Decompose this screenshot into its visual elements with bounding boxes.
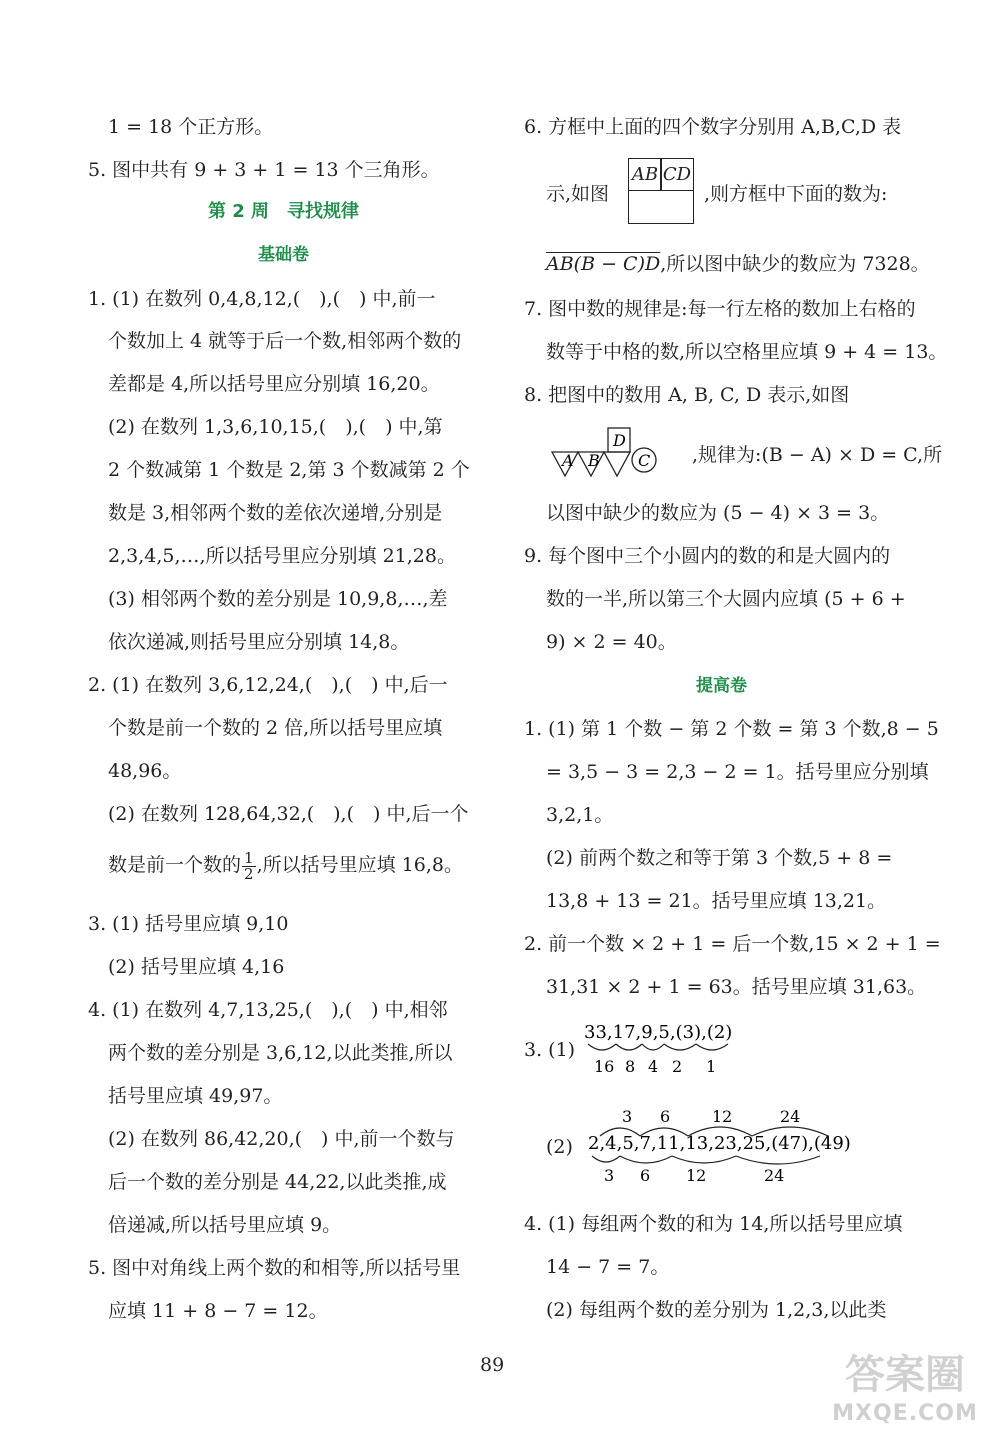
text-span: ,所以括号里应填 16,8。 xyxy=(256,854,463,876)
difference-label: 1 xyxy=(706,1057,717,1076)
fraction xyxy=(242,848,256,883)
text-line: 7. 图中数的规律是:每一行左格的数加上右格的 xyxy=(524,298,916,320)
text-line: 依次递减,则括号里应分别填 14,8。 xyxy=(108,631,410,653)
text-line: 1. (1) 在数列 0,4,8,12,( ),( ) 中,前一 xyxy=(88,288,436,310)
text-line: 5. 图中共有 9 + 3 + 1 = 13 个三角形。 xyxy=(88,159,440,181)
subsection-title: 提高卷 xyxy=(696,676,747,696)
difference-label: 3 xyxy=(622,1107,633,1126)
text-line: 3. (1) 括号里应填 9,10 xyxy=(88,913,289,935)
text-line: 差都是 4,所以括号里应分别填 16,20。 xyxy=(108,373,440,395)
text-line: 2 个数减第 1 个数是 2,第 3 个数减第 2 个 xyxy=(108,459,470,481)
sequence-text: 33,17,9,5,(3),(2) xyxy=(584,1022,733,1043)
text-span: 数是前一个数的 xyxy=(108,854,242,876)
figure-label-d: D xyxy=(613,431,626,450)
text-line: 数是 3,相邻两个数的差依次递增,分别是 xyxy=(108,502,443,524)
text-line: 4. (1) 在数列 4,7,13,25,( ),( ) 中,相邻 xyxy=(88,999,448,1021)
difference-label: 6 xyxy=(640,1166,651,1184)
text-line: 14 − 7 = 7。 xyxy=(546,1256,670,1278)
text-line: 应填 11 + 8 − 7 = 12。 xyxy=(108,1300,328,1322)
text-line: 3,2,1。 xyxy=(546,804,614,826)
difference-label: 12 xyxy=(712,1107,733,1126)
box-label-cd: CD xyxy=(662,164,692,185)
text-line: 9) × 2 = 40。 xyxy=(546,631,677,653)
text-line: (2) 前两个数之和等于第 3 个数,5 + 8 = xyxy=(546,847,893,869)
text-line: 8. 把图中的数用 A, B, C, D 表示,如图 xyxy=(524,384,850,406)
figure-label-a: A xyxy=(562,451,574,470)
difference-label: 2 xyxy=(672,1057,683,1076)
text-line: 1 = 18 个正方形。 xyxy=(108,116,274,138)
text-line: 48,96。 xyxy=(108,760,182,782)
sequence-diagram-2 xyxy=(584,1104,874,1184)
fraction-numerator: 1 xyxy=(244,848,254,867)
text-line: 4. (1) 每组两个数的和为 14,所以括号里应填 xyxy=(524,1213,903,1235)
difference-label: 3 xyxy=(604,1166,615,1184)
text-line: 个数是前一个数的 2 倍,所以括号里应填 xyxy=(108,717,443,739)
figure-label-b: B xyxy=(588,451,600,470)
text-line: 2. (1) 在数列 3,6,12,24,( ),( ) 中,后一 xyxy=(88,674,448,696)
problem-label: 3. (1) xyxy=(524,1039,576,1061)
text-line xyxy=(546,251,930,277)
text-line: 6. 方框中上面的四个数字分别用 A,B,C,D 表 xyxy=(524,116,902,138)
text-line-with-fraction xyxy=(108,848,463,882)
subsection-title: 基础卷 xyxy=(258,245,309,265)
text-line: 两个数的差分别是 3,6,12,以此类推,所以 xyxy=(108,1042,453,1064)
difference-label: 4 xyxy=(648,1057,659,1076)
text-line: 1. (1) 第 1 个数 − 第 2 个数 = 第 3 个数,8 − 5 xyxy=(524,718,939,740)
difference-label: 8 xyxy=(625,1057,636,1076)
text-line: 2. 前一个数 × 2 + 1 = 后一个数,15 × 2 + 1 = xyxy=(524,933,941,955)
text-line: 2,3,4,5,…,所以括号里应分别填 21,28。 xyxy=(108,545,456,567)
text-line: 括号里应填 49,97。 xyxy=(108,1085,283,1107)
problem-label: (2) xyxy=(546,1136,573,1158)
text-line: 以图中缺少的数应为 (5 − 4) × 3 = 3。 xyxy=(546,502,890,524)
text-line: 数的一半,所以第三个大圆内应填 (5 + 6 + xyxy=(546,588,906,610)
text-line: 数等于中格的数,所以空格里应填 9 + 4 = 13。 xyxy=(546,341,948,363)
text-line: (2) 在数列 1,3,6,10,15,( ),( ) 中,第 xyxy=(108,416,443,438)
text-line: (2) 在数列 86,42,20,( ) 中,前一个数与 xyxy=(108,1128,455,1150)
text-span: ,所以图中缺少的数应为 7328。 xyxy=(660,253,930,275)
box-label-ab: AB xyxy=(631,164,659,185)
watermark-text: 答案圈 xyxy=(845,1352,965,1398)
text-line: (2) 括号里应填 4,16 xyxy=(108,956,285,978)
text-line: 后一个数的差分别是 44,22,以此类推,成 xyxy=(108,1171,447,1193)
overlined-expression: AB(B − C)D xyxy=(546,253,661,275)
text-line: = 3,5 − 3 = 2,3 − 2 = 1。括号里应分别填 xyxy=(546,761,929,783)
text-line: (2) 每组两个数的差分别为 1,2,3,以此类 xyxy=(546,1299,887,1321)
difference-label: 6 xyxy=(660,1107,671,1126)
fraction-denominator: 2 xyxy=(244,864,254,883)
difference-label: 24 xyxy=(780,1107,801,1126)
text-line: 9. 每个图中三个小圆内的数的和是大圆内的 xyxy=(524,545,891,567)
text-line: 5. 图中对角线上两个数的和相等,所以括号里 xyxy=(88,1257,461,1279)
text-line: 31,31 × 2 + 1 = 63。括号里应填 31,63。 xyxy=(546,976,927,998)
text-line: ,规律为:(B − A) × D = C,所 xyxy=(692,444,943,466)
watermark-url: MXQE.COM xyxy=(832,1401,978,1426)
sequence-diagram-1 xyxy=(580,1016,760,1076)
figure-label-c: C xyxy=(638,451,651,470)
text-line: 倍递减,所以括号里应填 9。 xyxy=(108,1214,342,1236)
text-line: (3) 相邻两个数的差分别是 10,9,8,…,差 xyxy=(108,588,448,610)
sequence-text: 2,4,5,7,11,13,23,25,(47),(49) xyxy=(588,1133,851,1154)
page-number: 89 xyxy=(480,1354,505,1376)
triangle-figure xyxy=(548,424,688,480)
text-line: 个数加上 4 就等于后一个数,相邻两个数的 xyxy=(108,330,462,352)
difference-label: 16 xyxy=(594,1057,615,1076)
section-title: 第 2 周 寻找规律 xyxy=(208,201,360,222)
difference-label: 12 xyxy=(686,1166,707,1184)
text-line: (2) 在数列 128,64,32,( ),( ) 中,后一个 xyxy=(108,803,469,825)
text-span: 示,如图 xyxy=(546,183,610,205)
text-line: 13,8 + 13 = 21。括号里应填 13,21。 xyxy=(546,890,887,912)
difference-label: 24 xyxy=(764,1166,785,1184)
text-span: ,则方框中下面的数为: xyxy=(704,183,888,205)
watermark-logo xyxy=(815,1350,995,1436)
digit-box-figure xyxy=(628,158,694,224)
